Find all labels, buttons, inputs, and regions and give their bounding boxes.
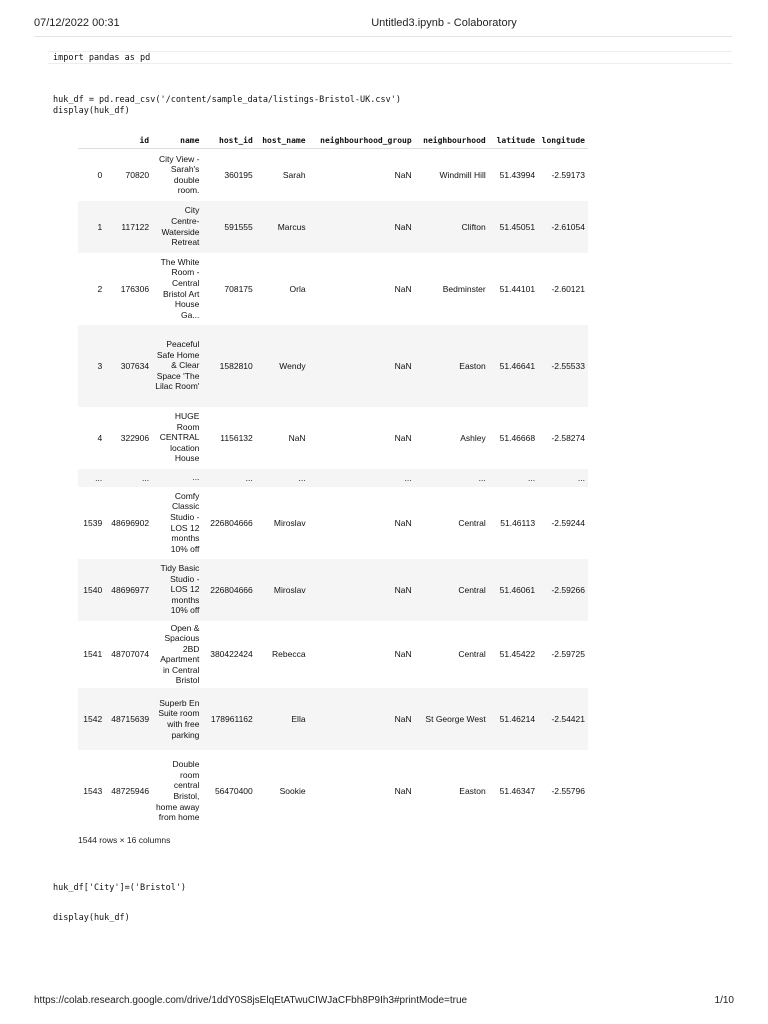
table-cell: ... [105,469,152,487]
row-index: 0 [97,169,103,180]
table-row [78,621,588,689]
table-cell: NaN [309,325,415,407]
column-header: neighbourhood [415,128,489,149]
table-cell: Sarah [282,169,306,180]
table-cell: Easton [459,786,486,797]
table-cell: ... [415,469,489,487]
table-cell: 48725946 [111,786,150,797]
column-header: longitude [538,128,588,149]
code-cell-2[interactable]: huk_df = pd.read_csv('/content/sample_data/listings-Bristol-UK.csv') display(huk_df) [53,95,401,116]
table-cell: Central [458,649,486,660]
row-index: 1542 [78,688,105,750]
table-cell: 48696902 [111,517,150,528]
table-cell: Superb En Suite room with free parking [152,688,202,750]
table-header-row [78,128,588,149]
table-cell: City Centre-Waterside Retreat [152,201,202,253]
table-cell: 51.46061 [489,559,538,621]
table-cell: 178961162 [202,688,255,750]
table-cell: ... [202,469,255,487]
table-cell: 51.46347 [499,786,536,797]
column-header: id [105,128,152,149]
column-header: neighbourhood_group [309,128,415,149]
column-header [78,128,105,149]
table-row [78,149,588,201]
dataframe-shape: 1544 rows × 16 columns [78,835,171,845]
table-row [78,688,588,750]
table-cell: 56470400 [214,786,253,797]
table-cell: Easton [415,325,489,407]
table-cell: 51.45051 [489,201,538,253]
print-datetime: 07/12/2022 00:31 [34,17,120,29]
table-row [78,253,588,325]
row-index: 1 [78,201,105,253]
table-cell: Central [415,559,489,621]
cell-1-border-bottom [48,63,732,64]
dataframe-table [78,128,588,832]
row-index: 2 [97,283,103,294]
table-cell: 1156132 [220,432,253,443]
row-index: ... [78,469,105,487]
table-cell: Wendy [256,325,309,407]
table-cell: Ella [256,688,309,750]
table-row [78,487,588,559]
table-cell: NaN [309,201,415,253]
table-cell: 1582810 [202,325,255,407]
column-header: host_id [202,128,255,149]
print-url: https://colab.research.google.com/drive/1ddY0S8jsElqEtATwuCIWJaCFbh8P9Ih3#printMode=true [34,995,468,1006]
table-cell: 117122 [105,201,152,253]
table-cell: 176306 [120,283,150,294]
table-cell: 51.46214 [489,688,538,750]
table-cell: Peaceful Safe Home & Clear Space 'The Lilac Room' [152,325,202,407]
cell-1-border [48,51,732,52]
header-divider [34,36,732,37]
table-cell: Comfy Classic Studio - LOS 12 months 10% off [170,490,200,554]
column-header: host_name [256,128,309,149]
table-cell: 51.43994 [499,169,536,180]
column-header: name [152,128,202,149]
table-cell: -2.61054 [538,201,588,253]
table-cell: Marcus [256,201,309,253]
table-cell: 48707074 [111,649,150,660]
dataframe-output [78,128,588,834]
table-cell: 708175 [224,283,253,294]
table-cell: Central [458,517,486,528]
table-cell: NaN [394,786,412,797]
table-cell: NaN [309,688,415,750]
table-cell: -2.59244 [551,517,585,528]
table-cell: -2.55796 [551,786,585,797]
table-row [78,407,588,469]
table-cell: City View - Sarah's double room. [158,153,200,196]
table-cell: The White Room - Central Bristol Art House Ga... [160,256,200,320]
table-cell: Miroslav [273,517,306,528]
table-row [78,750,588,832]
table-cell: Open & Spacious 2BD Apartment in Central Bristol [160,622,200,686]
table-cell: NaN [309,559,415,621]
table-cell: ... [152,469,202,487]
table-cell: ... [256,469,309,487]
table-row [78,325,588,407]
table-cell: Miroslav [256,559,309,621]
table-cell: St George West [415,688,489,750]
table-cell: Ashley [460,432,486,443]
table-cell: HUGE Room CENTRAL location House [159,411,200,464]
row-index: 1541 [83,649,103,660]
table-cell: Tidy Basic Studio - LOS 12 months 10% off [152,559,202,621]
table-cell: Clifton [415,201,489,253]
table-cell: 51.45422 [499,649,536,660]
table-cell: NaN [394,169,412,180]
table-cell: -2.60121 [551,283,585,294]
table-cell: Bedminster [442,283,486,294]
table-cell: 226804666 [210,517,253,528]
table-cell: Double room central Bristol, home away from home [155,759,200,823]
table-cell: -2.59266 [538,559,588,621]
table-cell: -2.55533 [538,325,588,407]
print-title: Untitled3.ipynb - Colaboratory [371,17,517,29]
table-cell: Sookie [279,786,306,797]
table-cell: -2.54421 [538,688,588,750]
table-cell: 51.46113 [500,517,536,528]
table-cell: ... [538,469,588,487]
table-cell: Orla [289,283,306,294]
table-cell: ... [489,469,538,487]
table-cell: 591555 [202,201,255,253]
row-index: 1543 [83,786,103,797]
table-cell: NaN [394,649,412,660]
table-cell: NaN [394,432,412,443]
table-row [78,469,588,487]
table-cell: 48696977 [105,559,152,621]
table-cell: 380422424 [210,649,253,660]
table-cell: 226804666 [202,559,255,621]
table-cell: 51.46668 [499,432,536,443]
column-header: latitude [489,128,538,149]
table-cell: -2.59725 [551,649,585,660]
row-index: 1540 [78,559,105,621]
table-cell: 51.46641 [489,325,538,407]
table-cell: -2.58274 [551,432,585,443]
table-row [78,559,588,621]
table-cell: 322906 [120,432,150,443]
code-cell-4[interactable]: display(huk_df) [53,913,130,923]
table-cell: NaN [394,283,412,294]
table-cell: 70820 [125,169,150,180]
table-cell: 307634 [105,325,152,407]
table-cell: NaN [288,432,306,443]
code-cell-3[interactable]: huk_df['City']=('Bristol') [53,883,187,893]
table-row [78,201,588,253]
table-cell: -2.59173 [551,169,585,180]
row-index: 3 [78,325,105,407]
table-cell: Rebecca [272,649,306,660]
table-cell: Windmill Hill [439,169,486,180]
row-index: 1539 [83,517,103,528]
table-cell: 48715639 [105,688,152,750]
table-cell: 360195 [224,169,253,180]
code-cell-1[interactable]: import pandas as pd [53,53,151,63]
table-cell: ... [309,469,415,487]
page-number: 1/10 [714,995,734,1006]
row-index: 4 [97,432,103,443]
table-cell: 51.44101 [499,283,536,294]
table-cell: NaN [394,517,412,528]
